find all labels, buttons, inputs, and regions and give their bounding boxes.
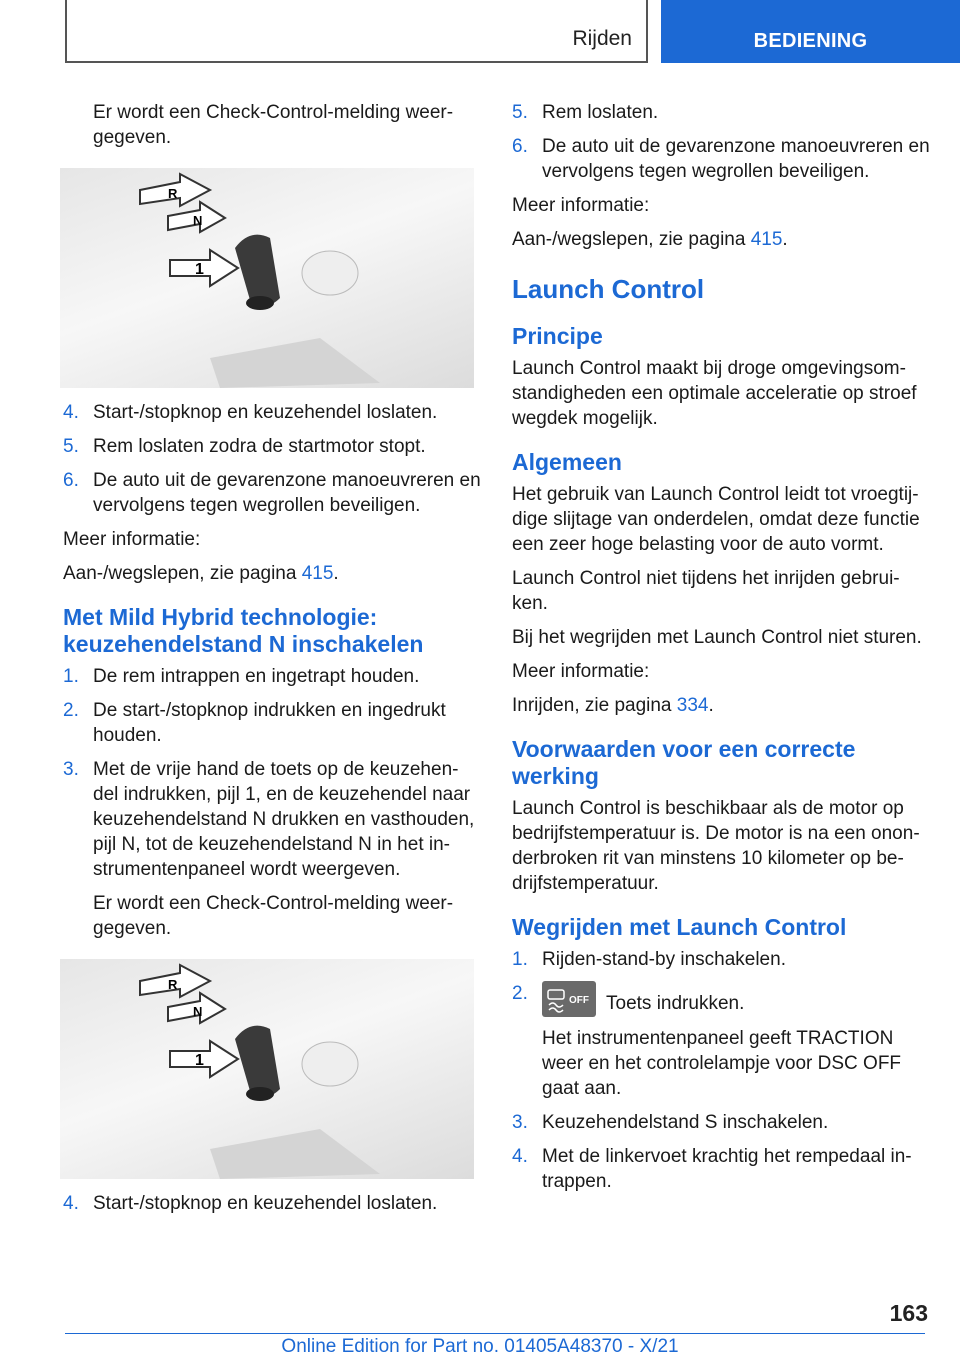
arrow-label-r: R bbox=[168, 186, 178, 201]
footer-edition: Online Edition for Part no. 01405A48370 - X/21 bbox=[281, 1336, 679, 1357]
heading-voorwaarden: Voorwaarden voor een correcte werking bbox=[512, 736, 856, 789]
dsc-off-label: OFF bbox=[569, 995, 589, 1006]
reference-end: . bbox=[782, 229, 788, 250]
heading-launch-control: Launch Control bbox=[512, 274, 705, 304]
step-number: 3. bbox=[63, 759, 79, 780]
step-number: 5. bbox=[512, 102, 528, 123]
reference-text: Inrijden, zie pagina bbox=[512, 695, 677, 716]
step-text: Start-/stopknop en keuzehendel loslaten. bbox=[93, 402, 438, 423]
step-text: Rem loslaten. bbox=[542, 102, 659, 123]
arrow-label-r: R bbox=[168, 977, 178, 992]
more-info-label: Meer informatie: bbox=[63, 529, 201, 550]
list-item bbox=[512, 100, 932, 125]
gear-selector-photo bbox=[60, 168, 474, 388]
step-text: De auto uit de gevarenzone manoeuvreren en vervolgens tegen wegrollen beveiligen. bbox=[93, 470, 481, 516]
step-text: Rem loslaten zodra de startmotor stopt. bbox=[93, 436, 426, 457]
list-item bbox=[512, 1144, 932, 1194]
step-number: 3. bbox=[512, 1112, 528, 1133]
page-link-334[interactable]: 334 bbox=[676, 695, 709, 716]
list-item bbox=[512, 947, 932, 972]
step-text: De start-/stopknop indrukken en ingedrukt houden. bbox=[93, 700, 446, 746]
gear-selector-photo bbox=[60, 959, 474, 1179]
paragraph: Het instrumentenpaneel geeft TRACTION weer en het controlelampje voor DSC OFF gaat aan. bbox=[542, 1028, 902, 1099]
step-text: Start-/stopknop en keuzehendel loslaten. bbox=[93, 1193, 438, 1214]
paragraph: Er wordt een Check-Control-melding weer-gegeven. bbox=[93, 893, 454, 939]
gear-selector-illustration bbox=[60, 959, 474, 1179]
cross-reference bbox=[63, 561, 483, 586]
step-number: 4. bbox=[63, 402, 79, 423]
step-text: Met de linkervoet krachtig het rempedaal in-trappen. bbox=[542, 1146, 912, 1192]
right-column bbox=[512, 100, 932, 1203]
list-item bbox=[63, 1191, 483, 1216]
list-item bbox=[512, 134, 932, 184]
paragraph: Launch Control niet tijdens het inrijden gebrui-ken. bbox=[512, 568, 900, 614]
dsc-off-glyph bbox=[542, 981, 596, 1017]
step-number: 2. bbox=[512, 983, 528, 1004]
page-link-415[interactable]: 415 bbox=[750, 229, 783, 250]
paragraph: Launch Control maakt bij droge omgevingsom-standigheden een optimale acceleratie op stroef wegdek mogelijk. bbox=[512, 358, 917, 429]
page-link-415[interactable]: 415 bbox=[301, 563, 334, 584]
step-number: 4. bbox=[512, 1146, 528, 1167]
arrow-label-1: 1 bbox=[195, 1052, 204, 1069]
step-text: Met de vrije hand de toets op de keuzehen-del indrukken, pijl 1, en de keuzehendel naar keuzehendelstand N drukken en vasthouden, pijl N, tot de keuzehendelstand N in het in-strumentenpaneel wordt weergeven. bbox=[93, 759, 475, 880]
step-number: 5. bbox=[63, 436, 79, 457]
section-heading-mild-hybrid: Met Mild Hybrid technologie: keuzehendelstand N inschakelen bbox=[63, 604, 424, 657]
step-number: 4. bbox=[63, 1193, 79, 1214]
page-header bbox=[65, 0, 960, 63]
reference-end: . bbox=[333, 563, 339, 584]
step-number: 1. bbox=[512, 949, 528, 970]
section-tab: BEDIENING bbox=[661, 0, 960, 63]
more-info-label: Meer informatie: bbox=[512, 661, 650, 682]
reference-text: Aan-/wegslepen, zie pagina bbox=[512, 229, 751, 250]
chapter-box bbox=[65, 0, 648, 63]
paragraph: Er wordt een Check-Control-melding weer-gegeven. bbox=[93, 102, 454, 148]
arrow-label-n: N bbox=[193, 213, 203, 228]
list-item bbox=[63, 468, 483, 518]
page-number: 163 bbox=[889, 1300, 928, 1326]
step-number: 6. bbox=[63, 470, 79, 491]
footer-divider bbox=[65, 1333, 925, 1334]
arrow-label-n: N bbox=[193, 1004, 203, 1019]
list-item bbox=[63, 400, 483, 425]
list-item bbox=[63, 664, 483, 689]
left-column bbox=[63, 100, 483, 1225]
list-item bbox=[63, 698, 483, 748]
step-text: De auto uit de gevarenzone manoeuvreren en vervolgens tegen wegrollen beveiligen. bbox=[542, 136, 930, 182]
heading-algemeen: Algemeen bbox=[512, 449, 622, 475]
dsc-off-icon bbox=[542, 981, 596, 1017]
arrow-label-1: 1 bbox=[195, 261, 204, 278]
cross-reference bbox=[512, 693, 932, 718]
gear-selector-illustration bbox=[60, 168, 474, 388]
step-number: 1. bbox=[63, 666, 79, 687]
paragraph: Launch Control is beschikbaar als de motor op bedrijfstemperatuur is. De motor is na een onon-derbroken rit van minstens 10 kilometer op be-drijfstemperatuur. bbox=[512, 798, 920, 894]
reference-end: . bbox=[708, 695, 714, 716]
list-item bbox=[512, 1110, 932, 1135]
paragraph: Het gebruik van Launch Control leidt tot vroegtij-dige slijtage van onderdelen, omdat deze functie een zeer hoge belasting voor de auto vormt. bbox=[512, 484, 920, 555]
cross-reference bbox=[512, 227, 932, 252]
list-item bbox=[63, 757, 483, 882]
list-item bbox=[512, 981, 932, 1017]
chapter-title: Rijden bbox=[572, 27, 632, 50]
step-text bbox=[542, 981, 932, 1017]
reference-text: Aan-/wegslepen, zie pagina bbox=[63, 563, 302, 584]
step-text: Keuzehendelstand S inschakelen. bbox=[542, 1112, 829, 1133]
step-number: 2. bbox=[63, 700, 79, 721]
heading-wegrijden: Wegrijden met Launch Control bbox=[512, 914, 847, 940]
step-text-label: Toets indrukken. bbox=[606, 993, 745, 1014]
list-item bbox=[63, 434, 483, 459]
step-number: 6. bbox=[512, 136, 528, 157]
step-text: De rem intrappen en ingetrapt houden. bbox=[93, 666, 420, 687]
step-text: Rijden-stand-by inschakelen. bbox=[542, 949, 786, 970]
paragraph: Bij het wegrijden met Launch Control niet sturen. bbox=[512, 627, 922, 648]
more-info-label: Meer informatie: bbox=[512, 195, 650, 216]
heading-principe: Principe bbox=[512, 323, 603, 349]
